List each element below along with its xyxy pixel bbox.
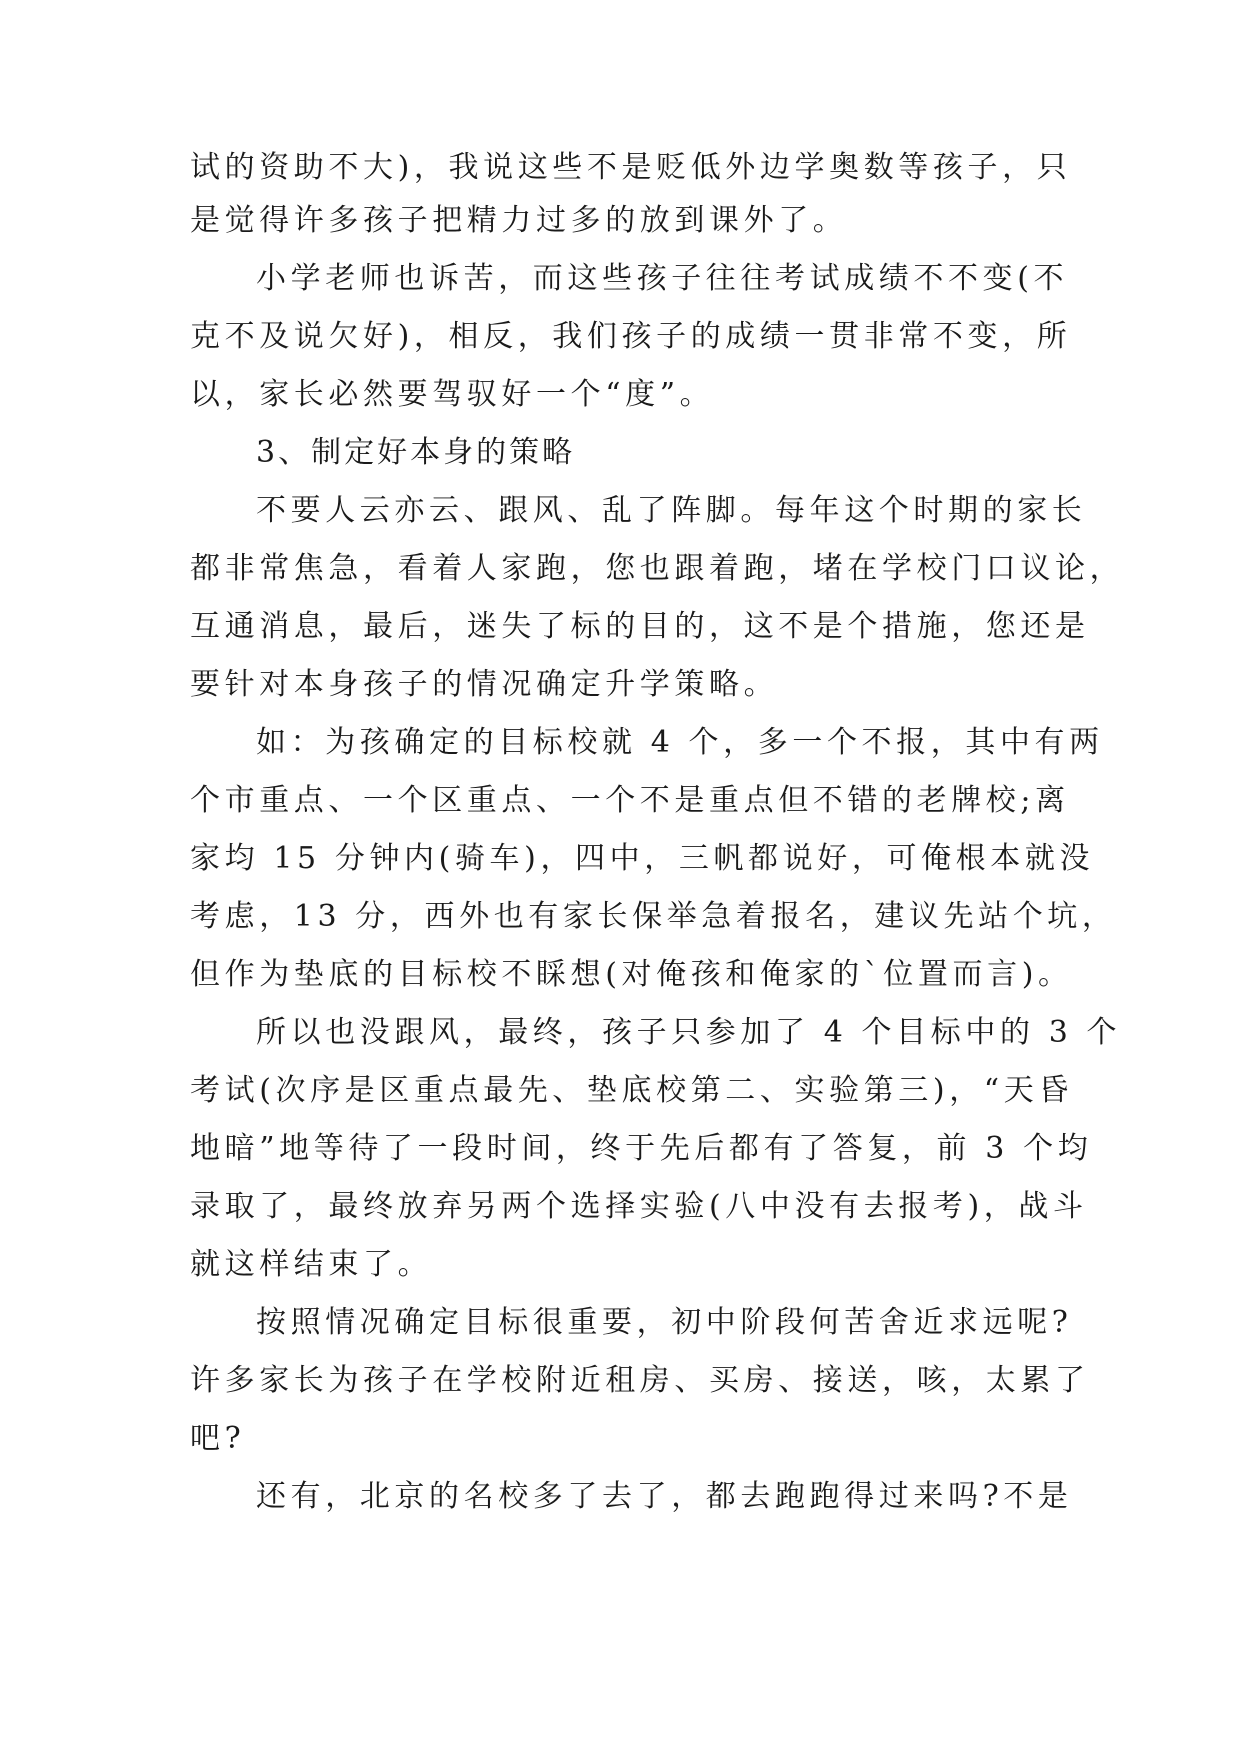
text-line: 考试(次序是区重点最先、垫底校第二、实验第三)，“天昏 — [190, 1073, 1073, 1108]
text-line: 试的资助不大)，我说这些不是贬低外边学奥数等孩子，只 — [190, 150, 1072, 185]
text-line: 要针对本身孩子的情况确定升学策略。 — [190, 667, 779, 702]
text-line: 但作为垫底的目标校不睬想(对俺孩和俺家的`位置而言)。 — [190, 957, 1073, 992]
text-line: 小学老师也诉苦，而这些孩子往往考试成绩不不变(不 — [256, 261, 1069, 296]
text-line: 家均 15 分钟内(骑车)，四中，三帆都说好，可俺根本就没 — [190, 841, 1095, 876]
text-line: 都非常焦急，看着人家跑，您也跟着跑，堵在学校门口议论， — [190, 551, 1125, 586]
text-line: 个市重点、一个区重点、一个不是重点但不错的老牌校;离 — [190, 783, 1070, 818]
text-line: 所以也没跟风，最终，孩子只参加了 4 个目标中的 3 个 — [256, 1015, 1122, 1050]
text-line: 如：为孩确定的目标校就 4 个，多一个不报，其中有两 — [256, 725, 1104, 760]
text-line: 考虑，13 分，西外也有家长保举急着报名，建议先站个坑， — [190, 899, 1117, 934]
text-line: 是觉得许多孩子把精力过多的放到课外了。 — [190, 203, 848, 238]
text-line: 互通消息，最后，迷失了标的目的，这不是个措施，您还是 — [190, 609, 1090, 644]
text-line: 克不及说欠好)，相反，我们孩子的成绩一贯非常不变，所 — [190, 319, 1072, 354]
text-line: 地暗”地等待了一段时间，终于先后都有了答复，前 3 个均 — [190, 1131, 1093, 1166]
text-line: 许多家长为孩子在学校附近租房、买房、接送，咳，太累了 — [190, 1363, 1090, 1398]
text-line: 录取了，最终放弃另两个选择实验(八中没有去报考)，战斗 — [190, 1189, 1088, 1224]
text-line: 就这样结束了。 — [190, 1247, 433, 1282]
text-line: 吧? — [190, 1421, 246, 1456]
text-line: 按照情况确定目标很重要，初中阶段何苦舍近求远呢? — [256, 1305, 1073, 1340]
section-heading: 3、制定好本身的策略 — [256, 435, 576, 470]
text-line: 还有，北京的名校多了去了，都去跑跑得过来吗?不是 — [256, 1479, 1073, 1514]
text-line: 不要人云亦云、跟风、乱了阵脚。每年这个时期的家长 — [256, 493, 1087, 528]
text-line: 以，家长必然要驾驭好一个“度”。 — [190, 377, 715, 412]
